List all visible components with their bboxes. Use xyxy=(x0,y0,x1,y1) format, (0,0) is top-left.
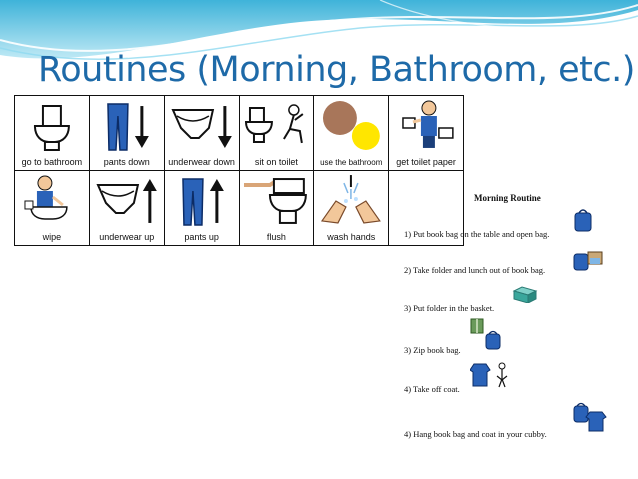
card-wipe xyxy=(15,171,89,245)
routine-step-4: 3) Zip book bag. xyxy=(404,345,461,355)
coat-person-icon xyxy=(470,362,510,388)
card-underwear-down xyxy=(165,96,239,170)
washing-hands-icon xyxy=(314,171,388,229)
basket-icon xyxy=(512,285,538,303)
card-label: wipe xyxy=(42,232,62,242)
person-wiping-icon xyxy=(15,171,89,229)
routine-step-2: 2) Take folder and lunch out of book bag. xyxy=(404,265,546,275)
pants-up-arrow-icon xyxy=(165,171,239,229)
brown-yellow-circles-icon xyxy=(314,96,388,154)
card-sit-on-toilet xyxy=(240,96,314,170)
card-pants-up xyxy=(165,171,239,245)
card-label: use the bathroom xyxy=(320,158,383,167)
card-get-toilet-paper xyxy=(389,96,463,170)
person-toilet-paper-icon xyxy=(389,96,463,154)
card-label: wash hands xyxy=(327,232,376,242)
card-use-the-bathroom xyxy=(314,96,388,170)
card-flush xyxy=(240,171,314,245)
card-wash-hands xyxy=(314,171,388,245)
card-label: flush xyxy=(266,232,286,242)
underwear-down-arrow-icon xyxy=(165,96,239,154)
zipper-backpack-icon xyxy=(484,330,502,350)
bathroom-routine-grid xyxy=(14,95,464,246)
card-label: get toilet paper xyxy=(396,157,456,167)
card-label: go to bathroom xyxy=(21,157,83,167)
underwear-up-arrow-icon xyxy=(90,171,164,229)
person-sitting-toilet-icon xyxy=(240,96,314,154)
routine-step-5: 4) Take off coat. xyxy=(404,384,460,394)
toilet-icon xyxy=(15,96,89,154)
backpack-coat-icon xyxy=(572,402,608,432)
pants-down-arrow-icon xyxy=(90,96,164,154)
card-underwear-up xyxy=(90,171,164,245)
card-label: pants up xyxy=(184,232,219,242)
card-label: underwear down xyxy=(168,157,235,167)
routine-step-6: 4) Hang book bag and coat in your cubby. xyxy=(404,429,547,439)
slide-title: Routines (Morning, Bathroom, etc.) xyxy=(38,50,635,90)
backpack-icon xyxy=(572,207,594,233)
card-label: pants down xyxy=(103,157,150,167)
backpack-lunchbox-icon xyxy=(572,248,604,272)
routine-step-3: 3) Put folder in the basket. xyxy=(404,303,495,313)
zipper-icon xyxy=(470,318,484,334)
card-label: underwear up xyxy=(99,232,155,242)
morning-routine-title: Morning Routine xyxy=(474,193,541,203)
card-go-to-bathroom xyxy=(15,96,89,170)
card-pants-down xyxy=(90,96,164,170)
card-label: sit on toilet xyxy=(254,157,298,167)
hand-flush-toilet-icon xyxy=(240,171,314,229)
routine-step-1: 1) Put book bag on the table and open bag. xyxy=(404,229,550,239)
